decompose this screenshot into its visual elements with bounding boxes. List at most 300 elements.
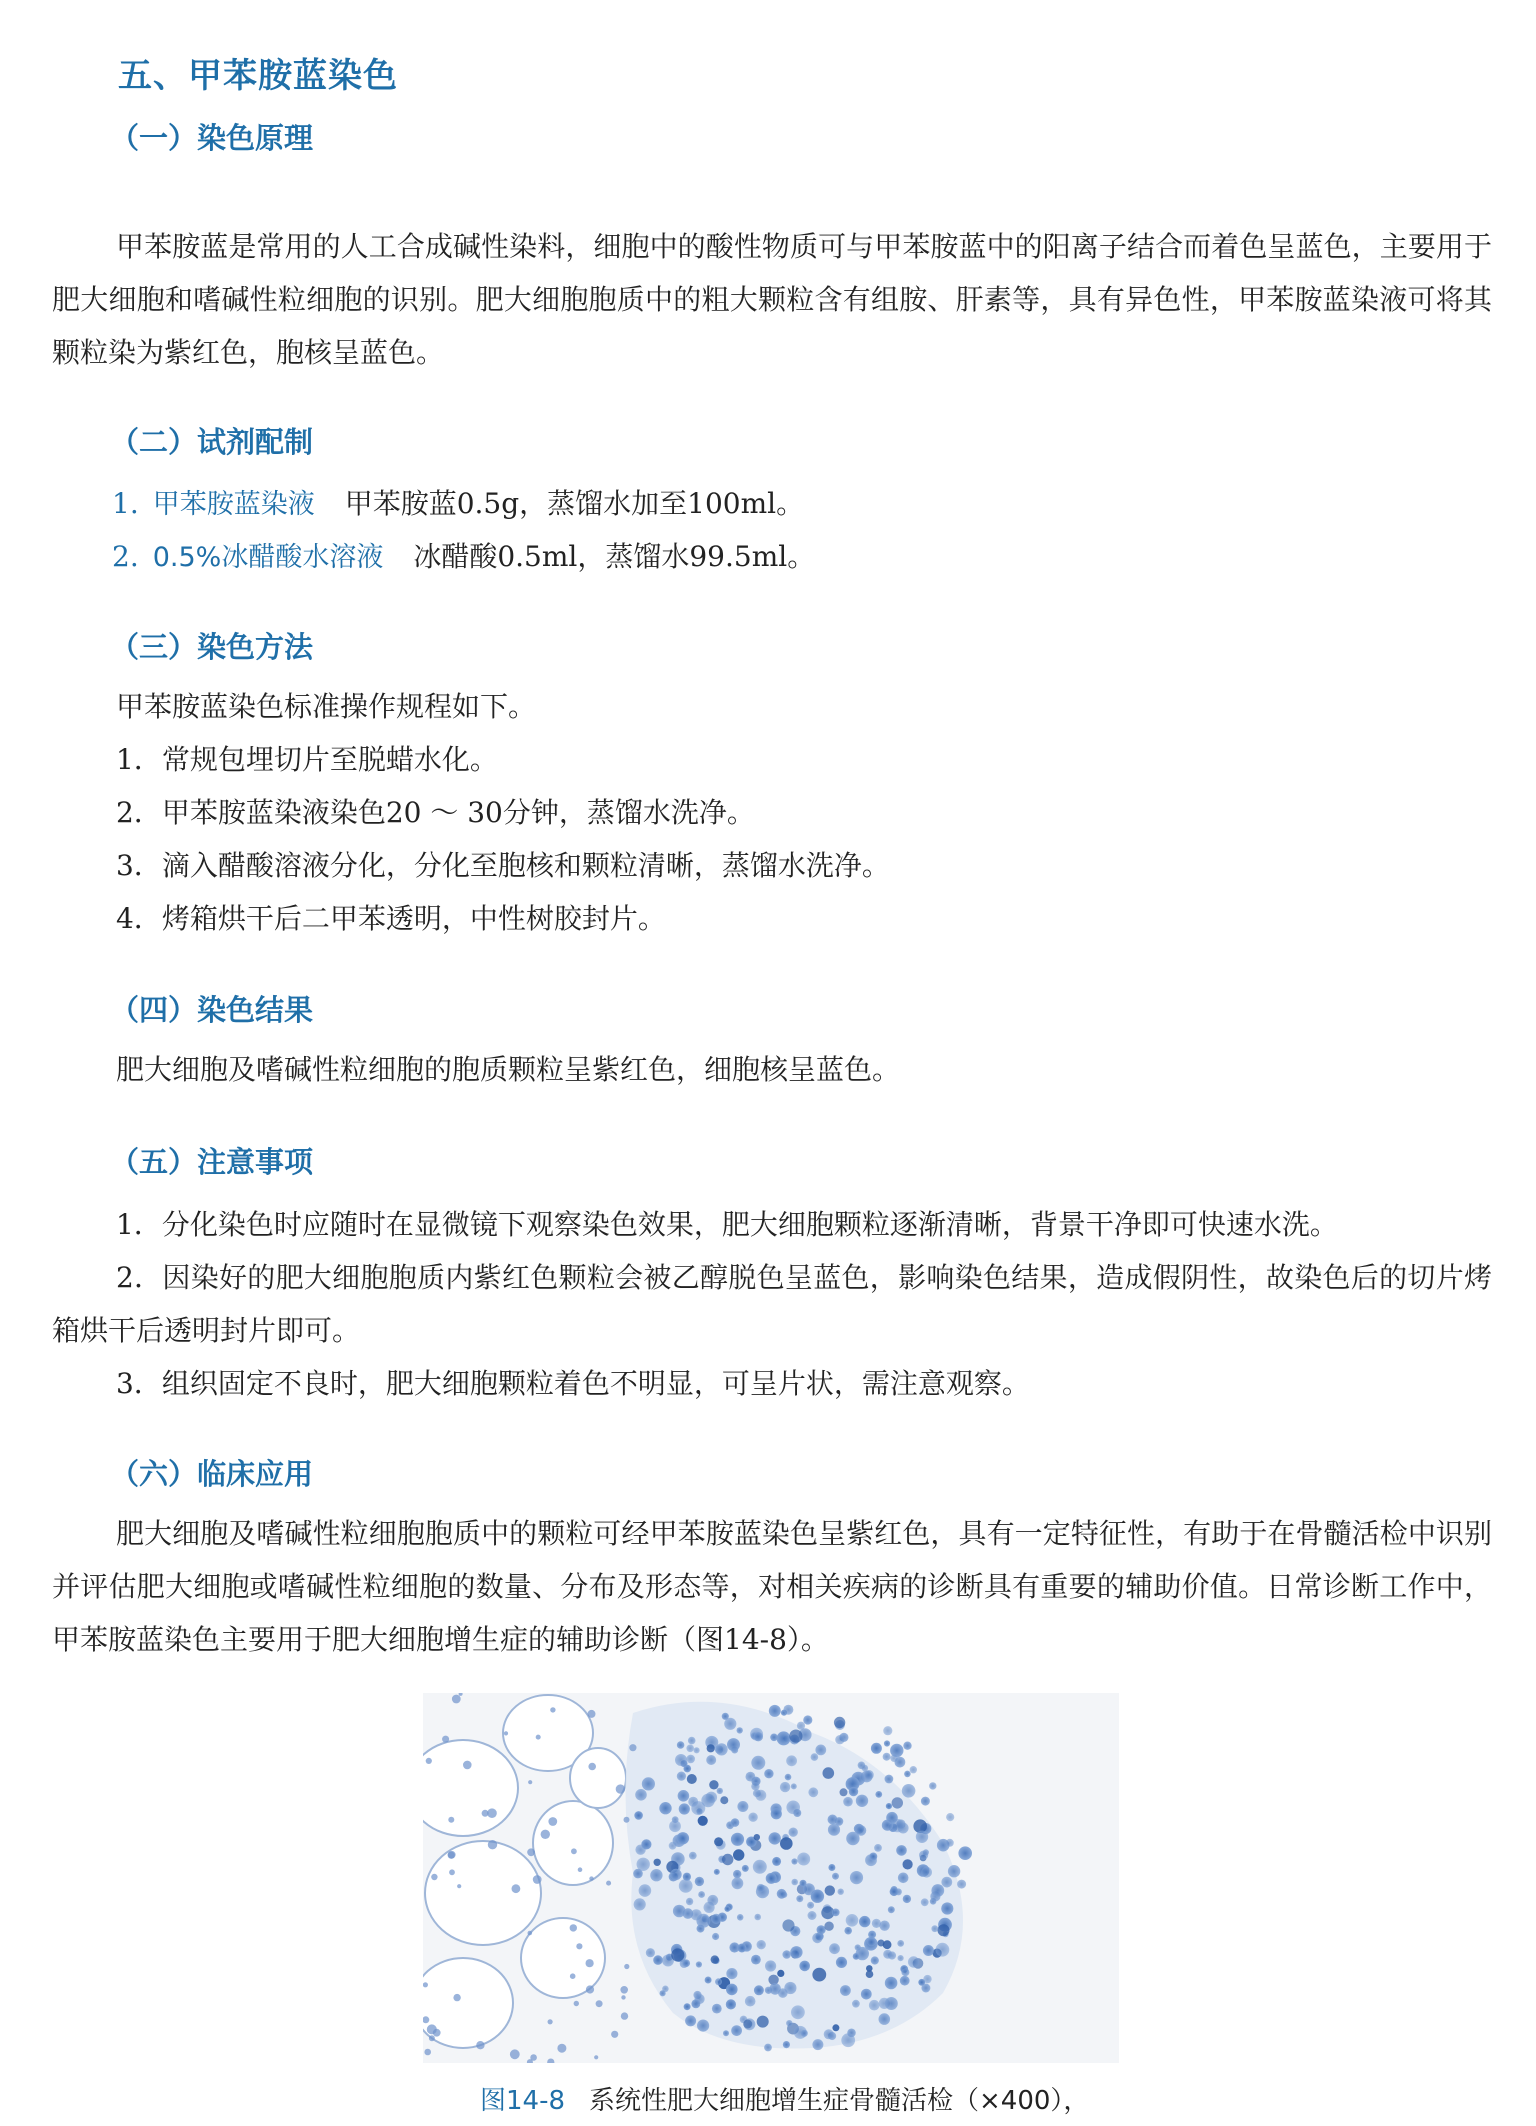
cell-nucleus: [433, 2029, 441, 2037]
cell-nucleus: [867, 1938, 876, 1947]
cell-nucleus: [660, 1990, 666, 1996]
cell-nucleus: [946, 1839, 954, 1847]
cell-nucleus: [510, 2049, 520, 2059]
cell-nucleus: [452, 1695, 461, 1704]
cell-nucleus: [737, 1727, 743, 1733]
cell-nucleus: [707, 1744, 715, 1752]
cell-nucleus: [463, 1761, 472, 1770]
cell-nucleus: [457, 1884, 461, 1888]
cell-nucleus: [737, 1801, 748, 1812]
cell-nucleus: [635, 1789, 647, 1801]
cell-nucleus: [679, 1879, 693, 1893]
cell-nucleus: [782, 1950, 791, 1959]
cell-nucleus: [825, 1885, 835, 1895]
cell-nucleus: [624, 1817, 630, 1823]
cell-nucleus: [786, 1801, 800, 1815]
cell-nucleus: [688, 1737, 696, 1745]
cell-nucleus: [921, 1797, 930, 1806]
cell-nucleus: [764, 1769, 773, 1778]
cell-nucleus: [686, 1745, 694, 1753]
cell-nucleus: [695, 1877, 704, 1886]
cell-nucleus: [789, 1828, 798, 1837]
cell-nucleus: [429, 2035, 435, 2041]
cell-nucleus: [732, 1877, 744, 1889]
cell-nucleus: [785, 1774, 792, 1781]
reagent-text: 甲苯胺蓝0.5g，蒸馏水加至100ml。: [344, 487, 805, 520]
cell-nucleus: [828, 1824, 840, 1836]
cell-nucleus: [938, 1924, 950, 1936]
cell-nucleus: [634, 1811, 643, 1820]
cell-nucleus: [671, 1948, 684, 1961]
cell-nucleus: [753, 1860, 767, 1874]
cell-nucleus: [431, 1874, 437, 1880]
cell-nucleus: [885, 1977, 898, 1990]
reagent-text: 冰醋酸0.5ml，蒸馏水99.5ml。: [413, 540, 816, 573]
cell-nucleus: [777, 1731, 791, 1745]
cell-nucleus: [696, 1961, 702, 1967]
cell-nucleus: [727, 1738, 740, 1751]
cell-nucleus: [751, 1955, 761, 1965]
cell-nucleus: [941, 1902, 953, 1914]
cell-nucleus: [754, 1914, 761, 1921]
cell-nucleus: [705, 1977, 712, 1984]
cell-nucleus: [823, 1767, 835, 1779]
cell-nucleus: [659, 1802, 671, 1814]
cell-nucleus: [694, 1747, 700, 1753]
cell-nucleus: [929, 1782, 936, 1789]
cell-nucleus: [903, 1859, 913, 1869]
cell-nucleus: [717, 1788, 723, 1794]
cell-nucleus: [550, 1707, 555, 1712]
cell-nucleus: [424, 2049, 431, 2056]
cell-nucleus: [696, 1914, 710, 1928]
cell-nucleus: [679, 1803, 690, 1814]
cell-nucleus: [678, 1790, 690, 1802]
cell-nucleus: [731, 1833, 744, 1846]
cell-nucleus: [706, 1755, 716, 1765]
cell-nucleus: [712, 1933, 719, 1940]
cell-nucleus: [548, 2019, 553, 2024]
cell-nucleus: [423, 1982, 428, 1987]
cell-nucleus: [777, 1970, 784, 1977]
cell-nucleus: [557, 2044, 566, 2053]
cell-nucleus: [786, 1755, 797, 1766]
cell-nucleus: [733, 1849, 744, 1860]
cell-nucleus: [530, 2054, 537, 2061]
cell-nucleus: [764, 2044, 772, 2052]
cell-nucleus: [691, 1999, 700, 2008]
cell-nucleus: [769, 1832, 781, 1844]
cell-nucleus: [838, 1889, 844, 1895]
cell-nucleus: [884, 1740, 890, 1746]
cell-nucleus: [754, 1732, 763, 1741]
cell-nucleus: [528, 1780, 532, 1784]
cell-nucleus: [888, 1906, 895, 1913]
cell-nucleus: [859, 1916, 870, 1927]
cell-nucleus: [850, 1871, 863, 1884]
subheading-principle: （一）染色原理: [110, 121, 314, 155]
cell-nucleus: [797, 1853, 810, 1866]
cell-nucleus: [685, 2015, 696, 2026]
cell-nucleus: [783, 1705, 793, 1715]
cell-nucleus: [755, 1790, 766, 1801]
cell-nucleus: [885, 1775, 894, 1784]
cell-nucleus: [596, 2000, 603, 2007]
cell-nucleus: [812, 1933, 822, 1943]
cell-nucleus: [790, 1946, 802, 1958]
method-step: 2．甲苯胺蓝染液染色20 ～ 30分钟，蒸馏水洗净。: [116, 796, 755, 829]
figure-label: 图14-8: [480, 2086, 566, 2116]
cell-nucleus: [898, 1873, 909, 1884]
note-item: 2．因染好的肥大细胞胞质内紫红色颗粒会被乙醇脱色呈蓝色，影响染色结果，造成假阴性，故染色后的切片烤箱烘干后透明封片即可。: [52, 1261, 1492, 1347]
cell-nucleus: [835, 1735, 844, 1744]
cell-nucleus: [578, 1867, 583, 1872]
cell-nucleus: [849, 1787, 858, 1796]
cell-nucleus: [654, 1859, 661, 1866]
cell-nucleus: [482, 1810, 489, 1817]
cell-nucleus: [936, 1943, 950, 1957]
cell-nucleus: [812, 2039, 823, 2050]
cell-nucleus: [807, 1902, 814, 1909]
cell-nucleus: [574, 2001, 579, 2006]
cell-nucleus: [629, 1744, 636, 1751]
cell-nucleus: [896, 1845, 907, 1856]
cell-nucleus: [746, 1772, 756, 1782]
cell-nucleus: [527, 1848, 535, 1856]
cell-nucleus: [606, 1881, 611, 1886]
cell-nucleus: [853, 1953, 860, 1960]
cell-nucleus: [871, 1743, 882, 1754]
cell-nucleus: [621, 1995, 625, 1999]
cell-nucleus: [791, 1879, 798, 1886]
cell-nucleus: [453, 1994, 460, 2001]
cell-nucleus: [916, 1831, 928, 1843]
cell-nucleus: [791, 1858, 797, 1864]
figure-caption-text: 系统性肥大细胞增生症骨髓活检（×400），: [589, 2086, 1090, 2116]
cell-nucleus: [771, 1808, 782, 1819]
cell-nucleus: [812, 1968, 826, 1982]
cell-nucleus: [686, 1898, 693, 1905]
cell-nucleus: [683, 1873, 691, 1881]
cell-nucleus: [712, 2004, 722, 2014]
cell-nucleus: [754, 1985, 764, 1995]
cell-nucleus: [726, 1984, 738, 1996]
cell-nucleus: [737, 1944, 746, 1953]
cell-nucleus: [799, 1961, 810, 1972]
cell-nucleus: [754, 1834, 760, 1840]
cell-nucleus: [731, 2025, 742, 2036]
subheading-reagents: （二）试剂配制: [110, 425, 314, 459]
cell-nucleus: [642, 1777, 655, 1790]
cell-nucleus: [883, 1753, 891, 1761]
cell-nucleus: [677, 1741, 685, 1749]
cell-nucleus: [796, 1895, 803, 1902]
cell-nucleus: [688, 1797, 698, 1807]
cell-nucleus: [777, 1889, 787, 1899]
cell-nucleus: [698, 1891, 705, 1898]
cell-nucleus: [737, 1914, 744, 1921]
cell-nucleus: [541, 1830, 550, 1839]
subheading-clinical: （六）临床应用: [110, 1457, 314, 1491]
cell-nucleus: [885, 1997, 898, 2010]
cell-nucleus: [900, 1976, 910, 1986]
cell-nucleus: [786, 2020, 792, 2026]
cell-nucleus: [868, 1931, 876, 1939]
cell-nucleus: [576, 1943, 582, 1949]
cell-nucleus: [586, 1985, 594, 1993]
cell-nucleus: [707, 1895, 718, 1906]
cell-nucleus: [711, 1955, 719, 1963]
reagent-number: 2.: [112, 540, 139, 573]
cell-nucleus: [677, 1832, 689, 1844]
cell-nucleus: [488, 1840, 497, 1849]
cell-nucleus: [751, 1756, 765, 1770]
cell-nucleus: [586, 1959, 594, 1967]
subheading-method: （三）染色方法: [110, 630, 314, 664]
cell-nucleus: [716, 1743, 728, 1755]
cell-nucleus: [673, 1905, 686, 1918]
cell-nucleus: [832, 2024, 839, 2031]
cell-nucleus: [677, 1772, 686, 1781]
method-intro: 甲苯胺蓝染色标准操作规程如下。: [116, 690, 537, 723]
cell-nucleus: [828, 1815, 838, 1825]
cell-nucleus: [808, 1911, 817, 1920]
cell-nucleus: [670, 1869, 681, 1880]
cell-nucleus: [620, 1986, 628, 1994]
cell-nucleus: [883, 1950, 892, 1959]
cell-nucleus: [895, 1757, 906, 1768]
cell-nucleus: [698, 1816, 708, 1826]
cell-nucleus: [890, 1744, 903, 1757]
cell-nucleus: [743, 2020, 752, 2029]
cell-nucleus: [815, 1745, 826, 1756]
cell-nucleus: [731, 1818, 740, 1827]
cell-nucleus: [686, 1755, 695, 1764]
note-item: 1．分化染色时应随时在显微镜下观察染色效果，肥大细胞颗粒逐渐清晰，背景干净即可快速水洗。: [116, 1208, 1338, 1241]
cell-nucleus: [426, 1758, 432, 1764]
cell-nucleus: [782, 1919, 794, 1931]
cell-nucleus: [611, 2031, 618, 2038]
paragraph-principle: 甲苯胺蓝是常用的人工合成碱性染料，细胞中的酸性物质可与甲苯胺蓝中的阳离子结合而着色呈蓝色，主要用于肥大细胞和嗜碱性粒细胞的识别。肥大细胞胞质中的粗大颗粒含有组胺、肝素等，具有异色性，甲苯胺蓝染液可将其颗粒染为紫红色，胞核呈蓝色。: [52, 230, 1492, 369]
cell-nucleus: [861, 1989, 872, 2000]
reagent-item: [112, 535, 815, 575]
cell-nucleus: [770, 1734, 778, 1742]
cell-nucleus: [512, 1884, 521, 1893]
cell-nucleus: [864, 1770, 874, 1780]
cell-nucleus: [639, 1884, 652, 1897]
cell-nucleus: [883, 1726, 892, 1735]
cell-nucleus: [448, 1817, 454, 1823]
cell-nucleus: [834, 1717, 845, 1728]
cell-nucleus: [733, 1870, 741, 1878]
cell-nucleus: [874, 1844, 882, 1852]
cell-nucleus: [836, 1957, 847, 1968]
cell-nucleus: [931, 1925, 938, 1932]
cell-nucleus: [856, 1825, 867, 1836]
cell-nucleus: [824, 2029, 834, 2039]
cell-nucleus: [871, 1956, 879, 1964]
cell-nucleus: [946, 1813, 954, 1821]
cell-nucleus: [448, 1851, 456, 1859]
cell-nucleus: [898, 1955, 904, 1961]
cell-nucleus: [757, 1884, 765, 1892]
cell-nucleus: [902, 1784, 916, 1798]
cell-nucleus: [536, 1735, 541, 1740]
section-heading: 五、甲苯胺蓝染色: [118, 56, 398, 96]
cell-nucleus: [903, 1895, 911, 1903]
cell-nucleus: [921, 1867, 932, 1878]
cell-nucleus: [904, 1771, 911, 1778]
cell-nucleus: [504, 1731, 508, 1735]
cell-nucleus: [791, 2005, 805, 2019]
cell-nucleus: [869, 1853, 877, 1861]
cell-nucleus: [709, 1780, 718, 1789]
reagent-item: [112, 482, 804, 522]
cell-nucleus: [840, 1788, 848, 1796]
cell-nucleus: [748, 1813, 757, 1822]
cell-nucleus: [449, 1869, 455, 1875]
cell-nucleus: [689, 1852, 697, 1860]
cell-nucleus: [841, 2033, 855, 2047]
cell-nucleus: [869, 2000, 880, 2011]
cell-nucleus: [745, 1996, 756, 2007]
paragraph-clinical: 肥大细胞及嗜碱性粒细胞胞质中的颗粒可经甲苯胺蓝染色呈紫红色，具有一定特征性，有助于在骨髓活检中识别并评估肥大细胞或嗜碱性粒细胞的数量、分布及形态等，对相关疾病的诊断具有重要的辅助价值。日常诊断工作中，甲苯胺蓝染色主要用于肥大细胞增生症的辅助诊断（图14-8）。: [52, 1517, 1492, 1656]
subheading-result: （四）染色结果: [110, 993, 314, 1027]
cell-nucleus: [923, 1945, 934, 1956]
cell-nucleus: [714, 1869, 720, 1875]
cell-nucleus: [958, 1846, 972, 1860]
cell-nucleus: [751, 1782, 759, 1790]
reagent-term: 甲苯胺蓝染液: [152, 489, 315, 520]
figure-caption: [480, 2080, 1089, 2117]
cell-nucleus: [783, 2041, 790, 2048]
cell-nucleus: [803, 1715, 812, 1724]
cell-nucleus: [872, 1919, 881, 1928]
cell-nucleus: [908, 1956, 919, 1967]
cell-nucleus: [711, 1914, 721, 1924]
cell-nucleus: [866, 1970, 874, 1978]
cell-nucleus: [570, 1924, 577, 1931]
cell-nucleus: [910, 1766, 917, 1773]
cell-nucleus: [784, 1982, 796, 1994]
cell-nucleus: [571, 1848, 577, 1854]
cell-nucleus: [843, 1797, 853, 1807]
cell-nucleus: [824, 1922, 833, 1931]
cell-nucleus: [897, 1940, 904, 1947]
cell-nucleus: [570, 1973, 576, 1979]
cell-nucleus: [890, 1887, 899, 1896]
cell-nucleus: [723, 2030, 729, 2036]
cell-nucleus: [487, 1808, 497, 1818]
cell-nucleus: [803, 1883, 815, 1895]
cell-nucleus: [720, 1796, 728, 1804]
cell-nucleus: [901, 1968, 909, 1976]
cell-nucleus: [766, 1873, 777, 1884]
cell-nucleus: [714, 1837, 723, 1846]
cell-nucleus: [769, 1983, 781, 1995]
cell-nucleus: [634, 1898, 646, 1910]
cell-nucleus: [832, 1873, 839, 1880]
method-step: 4．烤箱烘干后二甲苯透明，中性树胶封片。: [116, 902, 666, 935]
cell-nucleus: [533, 1875, 542, 1884]
cell-nucleus: [724, 1718, 736, 1730]
cell-nucleus: [594, 2055, 598, 2059]
cell-nucleus: [919, 1851, 928, 1860]
cell-nucleus: [791, 1783, 797, 1789]
note-item: 3．组织固定不良时，肥大细胞颗粒着色不明显，可呈片状，需注意观察。: [116, 1367, 1030, 1400]
cell-nucleus: [832, 1909, 840, 1917]
cell-nucleus: [780, 1837, 793, 1850]
cell-nucleus: [646, 1948, 655, 1957]
cell-nucleus: [757, 2016, 769, 2028]
cell-nucleus: [765, 1960, 776, 1971]
cell-nucleus: [772, 1857, 781, 1866]
cell-nucleus: [789, 1730, 802, 1743]
paragraph-result: 肥大细胞及嗜碱性粒细胞的胞质颗粒呈紫红色，细胞核呈蓝色。: [116, 1053, 901, 1086]
cell-nucleus: [844, 1927, 852, 1935]
cell-nucleus: [726, 1999, 736, 2009]
cell-nucleus: [948, 1865, 960, 1877]
cell-nucleus: [724, 1906, 730, 1912]
cell-nucleus: [780, 1782, 790, 1792]
cell-nucleus: [621, 2012, 628, 2019]
cell-nucleus: [726, 1968, 737, 1979]
cell-nucleus: [624, 1964, 629, 1969]
reagent-number: 1.: [112, 487, 139, 520]
subheading-notes: （五）注意事项: [110, 1145, 314, 1179]
cell-nucleus: [921, 1898, 929, 1906]
cell-nucleus: [923, 1975, 931, 1983]
cell-nucleus: [675, 1754, 687, 1766]
cell-nucleus: [931, 1884, 944, 1897]
cell-nucleus: [653, 1955, 663, 1965]
cell-nucleus: [589, 1876, 593, 1880]
cell-nucleus: [797, 1722, 805, 1730]
cell-nucleus: [957, 1880, 966, 1889]
cell-nucleus: [886, 1803, 892, 1809]
cell-nucleus: [742, 1865, 749, 1872]
cell-nucleus: [697, 2020, 709, 2032]
cell-nucleus: [801, 2030, 808, 2037]
cell-nucleus: [722, 1854, 733, 1865]
cell-nucleus: [476, 2041, 484, 2049]
cell-nucleus: [669, 1820, 681, 1832]
cell-nucleus: [442, 1736, 449, 1743]
cell-nucleus: [852, 2000, 860, 2008]
cell-nucleus: [892, 1797, 903, 1808]
cell-nucleus: [757, 1940, 766, 1949]
cell-nucleus: [941, 1877, 952, 1888]
cell-nucleus: [706, 1792, 718, 1804]
cell-nucleus: [829, 1943, 840, 1954]
method-step: 3．滴入醋酸溶液分化，分化至胞核和颗粒清晰，蒸馏水洗净。: [116, 849, 890, 882]
cell-nucleus: [637, 1858, 650, 1871]
cell-nucleus: [588, 1710, 596, 1718]
cell-nucleus: [650, 1869, 662, 1881]
cell-nucleus: [846, 1914, 859, 1927]
cell-nucleus: [875, 1791, 882, 1798]
cell-nucleus: [808, 1787, 818, 1797]
cell-nucleus: [769, 1705, 781, 1717]
cell-nucleus: [715, 1978, 722, 1985]
cell-nucleus: [886, 1812, 898, 1824]
cell-nucleus: [856, 1795, 868, 1807]
cell-nucleus: [684, 2003, 691, 2010]
cell-nucleus: [879, 2013, 891, 2025]
cell-nucleus: [828, 1864, 835, 1871]
cell-nucleus: [687, 1774, 697, 1784]
cell-nucleus: [903, 1742, 911, 1750]
